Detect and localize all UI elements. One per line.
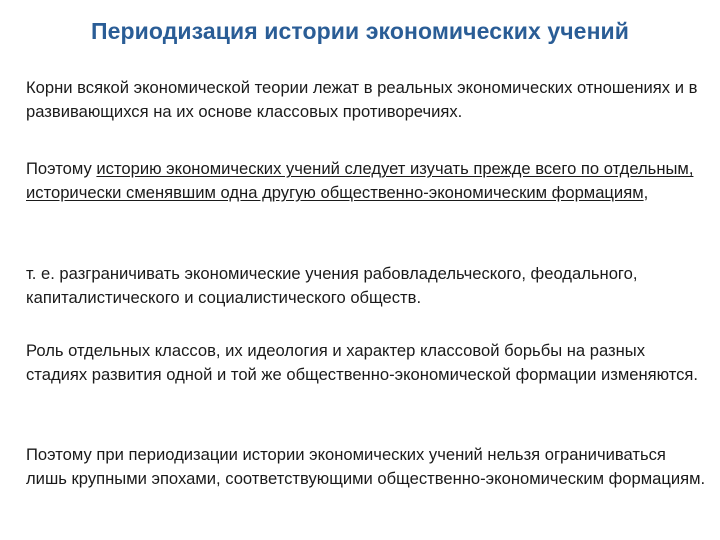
paragraph-4: Роль отдельных классов, их идеология и характер классовой борьбы на разных стадиях развития одной и той же общественно-экономической формации изменяются. (26, 341, 699, 384)
paragraph-3: т. е. разграничивать экономические учения рабовладельческого, феодального, капиталистического и социалистического обществ. (26, 264, 638, 307)
paragraph-5: Поэтому при периодизации истории экономических учений нельзя ограничиваться лишь крупными эпохами, соответствующими общественно-экономическим формациям. (26, 445, 706, 488)
paragraph-2 (26, 157, 708, 205)
paragraph-2-suffix: , (643, 183, 649, 202)
slide-title: Периодизация истории экономических учений (90, 18, 630, 44)
paragraph-2-underlined: историю экономических учений следует изучать прежде всего по отдельным, исторически сменявшим одна другую общественно-экономическим формациям (26, 159, 694, 202)
paragraph-1: Корни всякой экономической теории лежат в реальных экономических отношениях и в развивающихся на их основе классовых противоречиях. (26, 78, 698, 121)
paragraph-2-prefix: Поэтому (26, 159, 97, 178)
